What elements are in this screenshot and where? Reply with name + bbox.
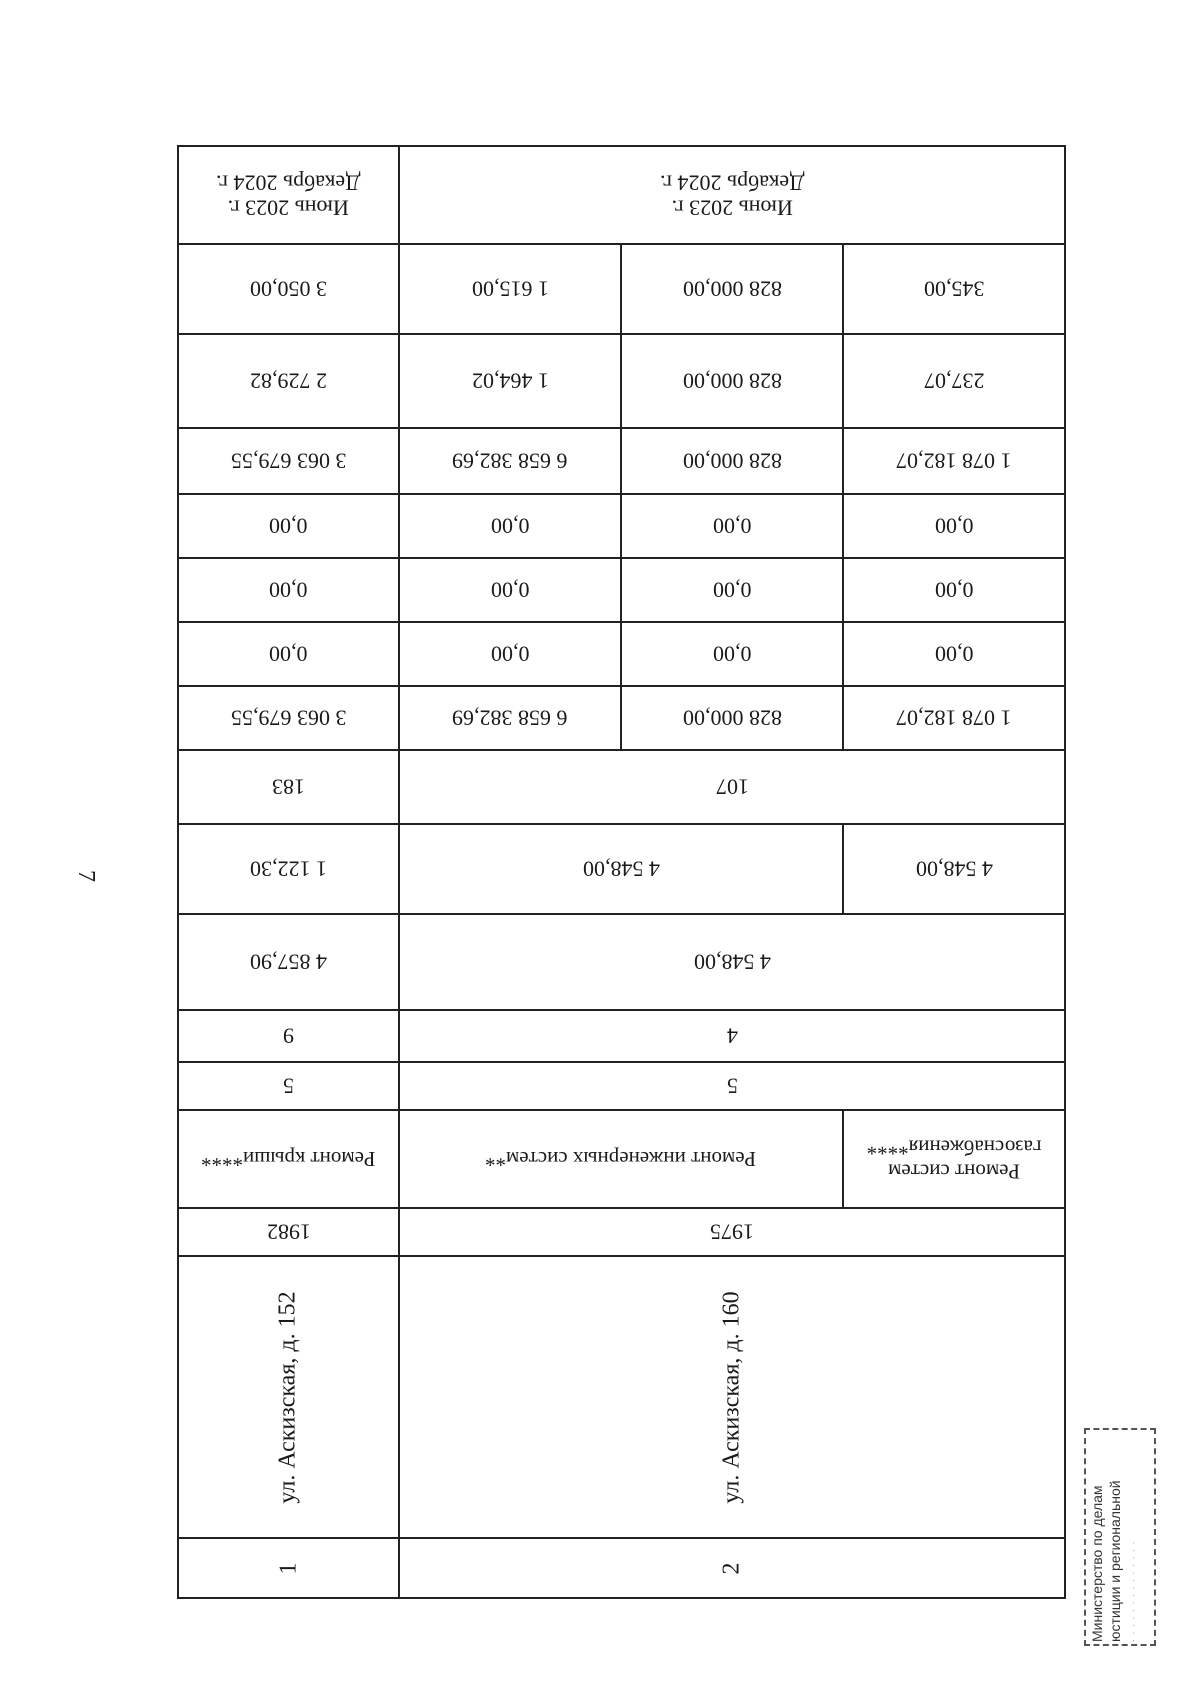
table-row bbox=[179, 1539, 398, 1597]
table-cell: 237,07 bbox=[923, 368, 985, 394]
period-line-1: Июнь 2023 г. bbox=[227, 195, 350, 221]
table-row bbox=[400, 751, 1064, 825]
table-row bbox=[179, 825, 398, 915]
table-row bbox=[400, 1209, 1064, 1257]
row-number-cell: 1 bbox=[275, 1562, 301, 1574]
table-row bbox=[179, 559, 398, 623]
table-cell: 345,00 bbox=[923, 276, 985, 302]
table-row bbox=[400, 1011, 1064, 1063]
table-cell: 0,00 bbox=[622, 559, 844, 621]
table-cell: 4 548,00 bbox=[693, 949, 771, 975]
period-line-2: Декабрь 2024 г. bbox=[659, 170, 805, 195]
table-row bbox=[400, 1257, 1064, 1539]
table-cell: 3 063 679,55 bbox=[230, 448, 347, 474]
period-header-row bbox=[179, 147, 398, 245]
record-column-2 bbox=[400, 147, 1064, 1597]
table-cell: 0,00 bbox=[269, 513, 308, 539]
table-cell: 4 548,00 bbox=[915, 856, 993, 882]
table-cell: 4 bbox=[726, 1023, 738, 1049]
row-number-cell: 2 bbox=[718, 1562, 745, 1574]
table-row bbox=[179, 687, 398, 751]
table-cell: 1 078 182,07 bbox=[896, 705, 1012, 731]
ministry-stamp bbox=[1084, 1428, 1156, 1646]
stamp-text bbox=[1088, 1432, 1152, 1642]
table-cell: 0,00 bbox=[622, 495, 844, 557]
table-cell: 5 bbox=[283, 1073, 294, 1099]
table-cell: 0,00 bbox=[934, 577, 974, 603]
table-row bbox=[179, 915, 398, 1011]
table-cell: 0,00 bbox=[400, 495, 622, 557]
page-number: 7 bbox=[73, 870, 99, 882]
table-cell: 9 bbox=[283, 1023, 294, 1049]
table-row bbox=[179, 1257, 398, 1539]
table-row bbox=[179, 335, 398, 429]
table-cell: 3 063 679,55 bbox=[230, 705, 347, 731]
table-row bbox=[179, 1209, 398, 1257]
table-cell: 0,00 bbox=[934, 513, 974, 539]
table-row bbox=[400, 1111, 1064, 1209]
table-row bbox=[179, 1063, 398, 1111]
work-type-cell: Ремонт крыши**** bbox=[201, 1147, 376, 1172]
table-row bbox=[400, 429, 1064, 495]
record-column-1 bbox=[179, 147, 400, 1597]
table-row bbox=[179, 751, 398, 825]
work-type-cell: Ремонт инженерных систем** bbox=[400, 1111, 844, 1207]
table-cell: 0,00 bbox=[269, 577, 308, 603]
table-cell: 828 000,00 bbox=[622, 687, 844, 749]
period-header bbox=[400, 147, 1064, 243]
table-cell: 0,00 bbox=[400, 559, 622, 621]
data-table bbox=[177, 145, 1066, 1599]
table-row bbox=[179, 1111, 398, 1209]
table-cell: 828 000,00 bbox=[622, 335, 844, 427]
table-cell: 1 615,00 bbox=[400, 245, 622, 333]
table-cell: 6 658 382,69 bbox=[400, 687, 622, 749]
table-row bbox=[179, 495, 398, 559]
table-cell: 107 bbox=[715, 774, 749, 800]
table-cell: 2 729,82 bbox=[250, 368, 327, 394]
table-cell: 1 122,30 bbox=[250, 856, 327, 882]
table-cell: 3 050,00 bbox=[250, 276, 327, 302]
table-cell: 1 078 182,07 bbox=[896, 448, 1012, 474]
table-row bbox=[400, 559, 1064, 623]
year-cell: 1975 bbox=[710, 1219, 754, 1245]
period-header bbox=[179, 147, 398, 243]
stamp-line-2: юстиции и региональной bbox=[1107, 1480, 1123, 1642]
table-cell: 6 658 382,69 bbox=[400, 429, 622, 493]
table-cell: 0,00 bbox=[269, 641, 308, 667]
table-cell: 4 857,90 bbox=[250, 949, 327, 975]
table-cell: 5 bbox=[726, 1073, 738, 1099]
table-cell: 0,00 bbox=[400, 623, 622, 685]
table-row bbox=[400, 915, 1064, 1011]
period-header-row bbox=[400, 147, 1064, 245]
period-line-2: Декабрь 2024 г. bbox=[216, 170, 361, 195]
stamp-faint-line: · · · · · · · · · · · · · · bbox=[1128, 1540, 1138, 1642]
table-cell: 4 548,00 bbox=[400, 825, 844, 913]
table-cell: 828 000,00 bbox=[622, 245, 844, 333]
table-cell: 1 464,02 bbox=[400, 335, 622, 427]
table-cell: 828 000,00 bbox=[622, 429, 844, 493]
table-row bbox=[400, 687, 1064, 751]
table-row bbox=[179, 623, 398, 687]
table-cell: 0,00 bbox=[622, 623, 844, 685]
table-row bbox=[400, 1063, 1064, 1111]
table-row bbox=[179, 1011, 398, 1063]
address-cell: ул. Аскизская, д. 160 bbox=[718, 1290, 745, 1504]
address-cell: ул. Аскизская, д. 152 bbox=[275, 1290, 301, 1504]
table-row bbox=[400, 1539, 1064, 1597]
table-row bbox=[400, 495, 1064, 559]
table-row bbox=[400, 245, 1064, 335]
stamp-line-1: Министерство по делам bbox=[1089, 1485, 1105, 1642]
table-cell: 183 bbox=[272, 774, 305, 800]
table-row bbox=[400, 623, 1064, 687]
period-line-1: Июнь 2023 г. bbox=[671, 195, 793, 221]
table-row bbox=[179, 429, 398, 495]
table-row bbox=[400, 825, 1064, 915]
table-row bbox=[400, 335, 1064, 429]
table-cell: 0,00 bbox=[934, 641, 974, 667]
year-cell: 1982 bbox=[266, 1219, 311, 1245]
work-type-cell: Ремонт систем газоснабжения**** bbox=[866, 1135, 1042, 1184]
table-row bbox=[179, 245, 398, 335]
